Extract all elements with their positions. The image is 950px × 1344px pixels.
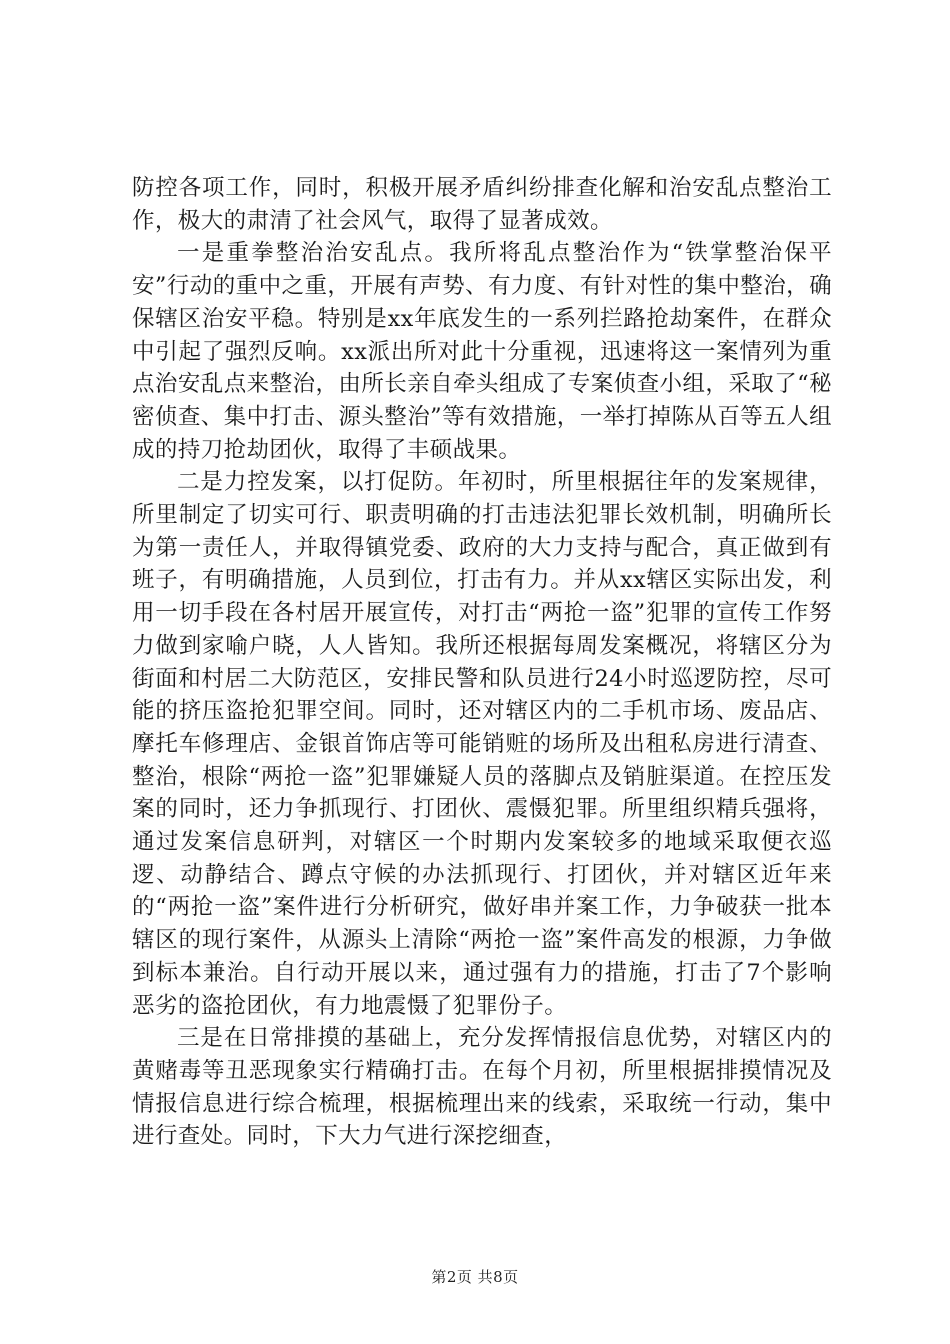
paragraph-two: 二是力控发案，以打促防。年初时，所里根据往年的发案规律，所里制定了切实可行、职责明确的打击违法犯罪长效机制，明确所长为第一责任人，并取得镇党委、政府的大力支持与配合，真正做到有班子，有明确措施，人员到位，打击有力。并从xx辖区实际出发，利用一切手段在各村居开展宣传，对打击“两抢一盗”犯罪的宣传工作努力做到家喻户晓，人人皆知。我所还根据每周发案概况，将辖区分为街面和村居二大防范区，安排民警和队员进行24小时巡逻防控，尽可能的挤压盗抢犯罪空间。同时，还对辖区内的二手机市场、废品店、摩托车修理店、金银首饰店等可能销赃的场所及出租私房进行清查、整治，根除“两抢一盗”犯罪嫌疑人员的落脚点及销脏渠道。在控压发案的同时，还力争抓现行、打团伙、震慑犯罪。所里组织精兵强将，通过发案信息研判，对辖区一个时期内发案较多的地域采取便衣巡逻、动静结合、蹲点守候的办法抓现行、打团伙，并对辖区近年来的“两抢一盗”案件进行分析研究，做好串并案工作，力争破获一批本辖区的现行案件，从源头上清除“两抢一盗”案件高发的根源，力争做到标本兼治。自行动开展以来，通过强有力的措施，打击了7个影响恶劣的盗抢团伙，有力地震慑了犯罪份子。: [132, 469, 832, 1019]
document-body: [132, 172, 832, 1153]
paragraph-one: 一是重拳整治治安乱点。我所将乱点整治作为“铁掌整治保平安”行动的重中之重，开展有声势、有力度、有针对性的集中整治，确保辖区治安平稳。特别是xx年底发生的一系列拦路抢劫案件，在群众中引起了强烈反响。xx派出所对此十分重视，迅速将这一案情列为重点治安乱点来整治，由所长亲自牵头组成了专案侦查小组，采取了“秘密侦查、集中打击、源头整治”等有效措施，一举打掉陈从百等五人组成的持刀抢劫团伙，取得了丰硕战果。: [132, 240, 832, 463]
paragraph-continuation: 防控各项工作，同时，积极开展矛盾纠纷排查化解和治安乱点整治工作，极大的肃清了社会风气，取得了显著成效。: [132, 175, 832, 234]
paragraph-three: 三是在日常排摸的基础上，充分发挥情报信息优势，对辖区内的黄赌毒等丑恶现象实行精确打击。在每个月初，所里根据排摸情况及情报信息进行综合梳理，根据梳理出来的线索，采取统一行动，集中进行查处。同时，下大力气进行深挖细查，: [132, 1025, 832, 1150]
page-number-footer: 第2页 共8页: [431, 1268, 519, 1286]
